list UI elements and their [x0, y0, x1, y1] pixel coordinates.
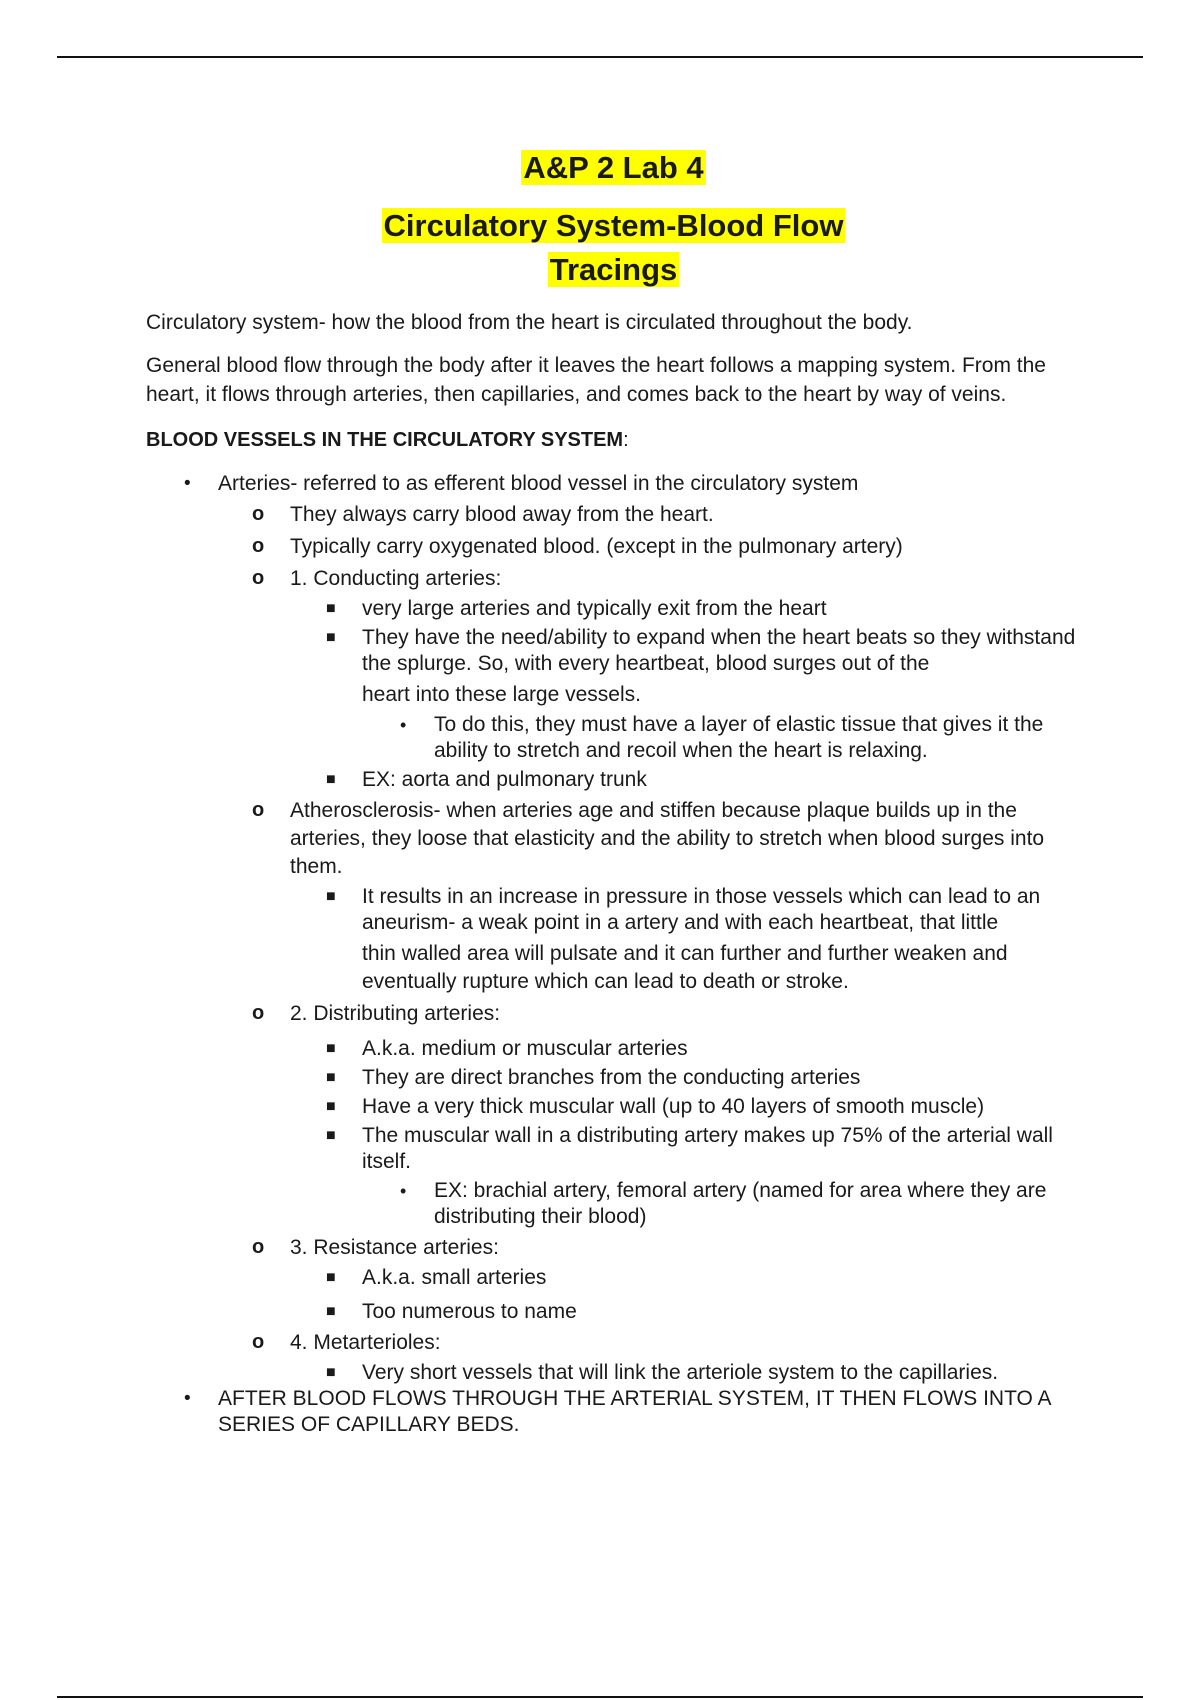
document-title: [146, 146, 1081, 190]
square-bullet-icon: ■: [326, 1040, 336, 1057]
conducting-label: 1. Conducting arteries:: [290, 567, 502, 590]
conducting-sublist: [290, 596, 1081, 793]
square-bullet-icon: ■: [326, 888, 336, 905]
conducting-subsublist: [362, 712, 1081, 764]
conducting-item-1: very large arteries and typically exit from the heart: [362, 597, 827, 620]
atherosclerosis-sublist: [290, 884, 1081, 996]
square-bullet-icon: ■: [326, 1364, 336, 1381]
square-bullet-icon: ■: [326, 1098, 336, 1115]
section-heading: [146, 426, 1081, 455]
list-item-atherosclerosis: [218, 797, 1081, 996]
square-bullet-icon: ■: [326, 1269, 336, 1286]
square-bullet-icon: ■: [326, 1303, 336, 1320]
away-text: They always carry blood away from the heart.: [290, 503, 714, 526]
circle-bullet-icon: o: [252, 1236, 265, 1258]
list-item-away: [218, 501, 1081, 529]
after-text: AFTER BLOOD FLOWS THROUGH THE ARTERIAL SYSTEM, IT THEN FLOWS INTO A SERIES OF CAPILLARY BEDS.: [218, 1387, 1051, 1436]
resistance-label: 3. Resistance arteries:: [290, 1236, 499, 1259]
metarterioles-label: 4. Metarterioles:: [290, 1331, 441, 1354]
bullet-icon: •: [400, 715, 407, 735]
list-item: [290, 1094, 1081, 1120]
subtitle-line-2: Tracings: [549, 252, 678, 287]
conducting-item-2: They have the need/ability to expand when the heart beats so they withstand the splurge. So, with every heartbeat, blood surges out of the: [362, 626, 1076, 675]
intro-paragraph-1: Circulatory system- how the blood from the heart is circulated throughout the body.: [146, 311, 913, 334]
distributing-label: 2. Distributing arteries:: [290, 1002, 501, 1025]
bullet-icon: •: [184, 473, 191, 494]
section-heading-text: BLOOD VESSELS IN THE CIRCULATORY SYSTEM: [146, 429, 624, 451]
bullet-icon: •: [184, 1388, 191, 1409]
circle-bullet-icon: o: [252, 535, 265, 557]
list-item: [290, 1360, 1081, 1386]
circle-bullet-icon: o: [252, 567, 265, 589]
resistance-item-1: A.k.a. small arteries: [362, 1266, 547, 1289]
circle-bullet-icon: o: [252, 799, 265, 821]
arteries-label: Arteries- referred to as efferent blood vessel in the circulatory system: [218, 472, 859, 495]
list-item: [362, 1178, 1081, 1230]
section-heading-colon: :: [623, 429, 629, 451]
circle-bullet-icon: o: [252, 1002, 265, 1024]
square-bullet-icon: ■: [326, 629, 336, 646]
square-bullet-icon: ■: [326, 600, 336, 617]
distributing-sublist: [290, 1036, 1081, 1230]
title-line-1: A&P 2 Lab 4: [523, 150, 704, 185]
document-page: [146, 146, 1081, 1438]
arteries-sublist: [218, 501, 1081, 1386]
list-item-resistance: [218, 1234, 1081, 1325]
list-item: [290, 884, 1081, 996]
document-subtitle: [146, 204, 1081, 292]
distributing-subsublist: [362, 1178, 1081, 1230]
list-item-arteries: [146, 471, 1081, 1386]
distributing-item-1: A.k.a. medium or muscular arteries: [362, 1037, 688, 1060]
list-item: [290, 1299, 1081, 1325]
circle-bullet-icon: o: [252, 1331, 265, 1353]
resistance-item-2: Too numerous to name: [362, 1300, 577, 1323]
list-item: [290, 767, 1081, 793]
metarterioles-sublist: [290, 1360, 1081, 1386]
vessel-list: [146, 471, 1081, 1438]
bullet-icon: •: [400, 1181, 407, 1201]
list-item: [290, 1065, 1081, 1091]
distributing-item-4: The muscular wall in a distributing artery makes up 75% of the arterial wall itself.: [362, 1124, 1053, 1173]
list-item-distributing: [218, 1000, 1081, 1230]
list-item-oxygenated: [218, 533, 1081, 561]
list-item: [290, 596, 1081, 622]
atherosclerosis-text: Atherosclerosis- when arteries age and stiffen because plaque builds up in the arteries, they loose that elasticity and the ability to stretch when blood surges into them.: [290, 799, 1045, 878]
top-rule: [57, 56, 1143, 58]
list-item: [290, 1265, 1081, 1291]
square-bullet-icon: ■: [326, 771, 336, 788]
aneurism-text: It results in an increase in pressure in those vessels which can lead to an aneurism- a weak point in a artery and with each heartbeat, that little: [362, 885, 1041, 934]
distributing-example: EX: brachial artery, femoral artery (named for area where they are distributing their blood): [434, 1179, 1047, 1228]
list-item: [290, 625, 1081, 764]
list-item-conducting: [218, 565, 1081, 793]
elastic-tissue-text: To do this, they must have a layer of elastic tissue that gives it the ability to stretch and recoil when the heart is relaxing.: [434, 713, 1044, 762]
aneurism-text-continued: thin walled area will pulsate and it can further and further weaken and eventually rupture which can lead to death or stroke.: [362, 942, 1008, 993]
square-bullet-icon: ■: [326, 1069, 336, 1086]
circle-bullet-icon: o: [252, 503, 265, 525]
conducting-example: EX: aorta and pulmonary trunk: [362, 768, 647, 791]
distributing-item-2: They are direct branches from the conducting arteries: [362, 1066, 861, 1089]
conducting-item-2-continued: heart into these large vessels.: [362, 683, 641, 706]
list-item: [290, 1123, 1081, 1230]
bottom-rule: [57, 1696, 1143, 1698]
square-bullet-icon: ■: [326, 1127, 336, 1144]
subtitle-line-1: Circulatory System-Blood Flow: [383, 208, 844, 243]
metarterioles-item-1: Very short vessels that will link the arteriole system to the capillaries.: [362, 1361, 999, 1384]
intro-paragraph-2: General blood flow through the body after it leaves the heart follows a mapping system. From the heart, it flows through arteries, then capillaries, and comes back to the heart by way of veins.: [146, 354, 1046, 406]
list-item: [290, 1036, 1081, 1062]
list-item-metarterioles: [218, 1329, 1081, 1386]
resistance-sublist: [290, 1265, 1081, 1325]
list-item: [362, 712, 1081, 764]
oxygenated-text: Typically carry oxygenated blood. (except in the pulmonary artery): [290, 535, 903, 558]
distributing-item-3: Have a very thick muscular wall (up to 40 layers of smooth muscle): [362, 1095, 985, 1118]
list-item-after: [146, 1386, 1081, 1438]
